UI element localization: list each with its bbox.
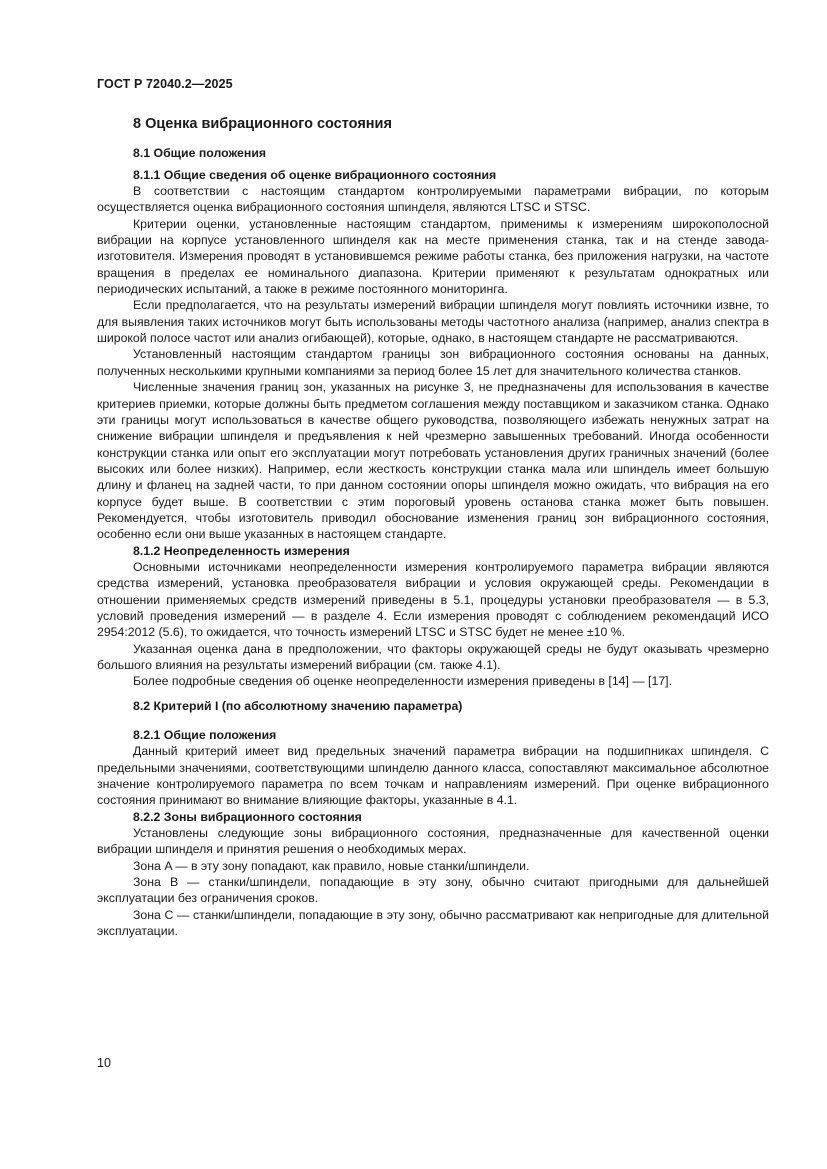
page-number: 10 [97,1056,111,1070]
paragraph: Зона C — станки/шпиндели, попадающие в эту зону, обычно рассматривают как непригодные для длительной эксплуатации. [97,907,769,939]
spacer [97,719,769,727]
clause-title: 8.2.1 Общие положения [133,728,277,743]
paragraph: Установлены следующие зоны вибрационного состояния, предназначенные для качественной оценки вибрации шпинделя и принятия решения о необходимых мерах. [97,826,769,857]
paragraph: Зона B — станки/шпиндели, попадающие в эту зону, обычно считают пригодными для дальнейшей эксплуатации без ограничения сроков. [97,875,769,906]
paragraph: Численные значения границ зон, указанных на рисунке 3, не предназначены для использования в качестве критериев приемки, которые должны быть предметом соглашения между поставщиком и заказчиком станка. Однако эти границы могут использоваться в качестве общего руководства, позволяющего избежать ненужных затрат на снижение вибрации шпинделя и предъявления к ней чрезмерно завышенных требований. Иногда особенности конструкции станка или опыт его эксплуатации могут потребовать установления других граничных значений (более высоких или более низких). Например, если жесткость конструкции станка мала или шпиндель имеет большую длину и фланец на задней части, то при данном состоянии опоры шпинделя можно ожидать, что вибрация на его корпусе будет выше. В соответствии с этим пороговый уровень останова станка может быть повышен. Рекомендуется, чтобы изготовитель приводил обоснование изменения границ зон вибрационного состояния, особенно если они выше указанных в настоящем стандарте. [97,380,769,542]
document-body [97,116,769,940]
clause-title: 8.1.1 Общие сведения об оценке вибрационного состояния [133,167,497,182]
paragraph: Указанная оценка дана в предположении, что факторы окружающей среды не будут оказывать чрезмерно большого влияния на результаты измерений вибрации (см. также 4.1). [97,641,769,672]
paragraph: Более подробные сведения об оценке неопределенности измерения приведены в [14] — [17]. [133,674,672,689]
document-id: ГОСТ Р 72040.2—2025 [97,77,233,91]
paragraph: Установленный настоящим стандартом границы зон вибрационного состояния основаны на данных, полученных несколькими крупными компаниями за период более 15 лет для значительного количества станков. [97,347,769,378]
paragraph: Данный критерий имеет вид предельных значений параметра вибрации на подшипниках шпинделя. С предельными значениями, соответствующими шпинделю данного класса, сопоставляют максимальное абсолютное значение контролируемого параметра по всем точкам и направлениям измерений. При оценке вибрационного состояния принимают во внимание влияющие факторы, указанные в 4.1. [97,744,769,808]
paragraph: Основными источниками неопределенности измерения контролируемого параметра вибрации являются средства измерений, установка преобразователя вибрации и условия окружающей среды. Рекомендации в отношении применяемых средств измерений приведены в 5.1, процедуры установки преобразователя — в 5.3, условий проведения измерений — в разделе 4. Если измерения проводят с соблюдением рекомендаций ИСО 2954:2012 (5.6), то ожидается, что точность измерений LTSC и STSC будет не менее ±10 %. [97,559,769,640]
subsection-title: 8.1 Общие положения [133,146,267,161]
section-title: 8 Оценка вибрационного состояния [133,116,392,132]
clause-title: 8.2.2 Зоны вибрационного состояния [133,809,362,824]
spacer [97,690,769,698]
paragraph: В соответствии с настоящим стандартом контролируемыми параметрами вибрации, по которым осуществляется оценка вибрационного состояния шпинделя, являются LTSC и STSC. [97,184,769,215]
paragraph: Если предполагается, что на результаты измерений вибрации шпинделя могут повлиять источники извне, то для выявления таких источников могут быть использованы методы частотного анализа (например, анализ спектра в широкой полосе частот или анализ огибающей), которые, однако, в настоящем стандарте не рассматриваются. [97,298,769,346]
subsection-title: 8.2 Критерий I (по абсолютному значению параметра) [133,698,463,713]
paragraph: Зона A — в эту зону попадают, как правило, новые станки/шпиндели. [133,858,530,873]
clause-title: 8.1.2 Неопределенность измерения [133,543,350,558]
paragraph: Критерии оценки, установленные настоящим стандартом, применимы к измерениям широкополосной вибрации на корпусе установленного шпинделя как на месте применения станка, так и на стенде завода-изготовителя. Измерения проводят в установившемся режиме работы станка, без приложения нагрузки, на частоте вращения в пределах ее номинального диапазона. Критерии применяют к результатам однократных или периодических испытаний, а также в режиме постоянного мониторинга. [97,216,769,297]
